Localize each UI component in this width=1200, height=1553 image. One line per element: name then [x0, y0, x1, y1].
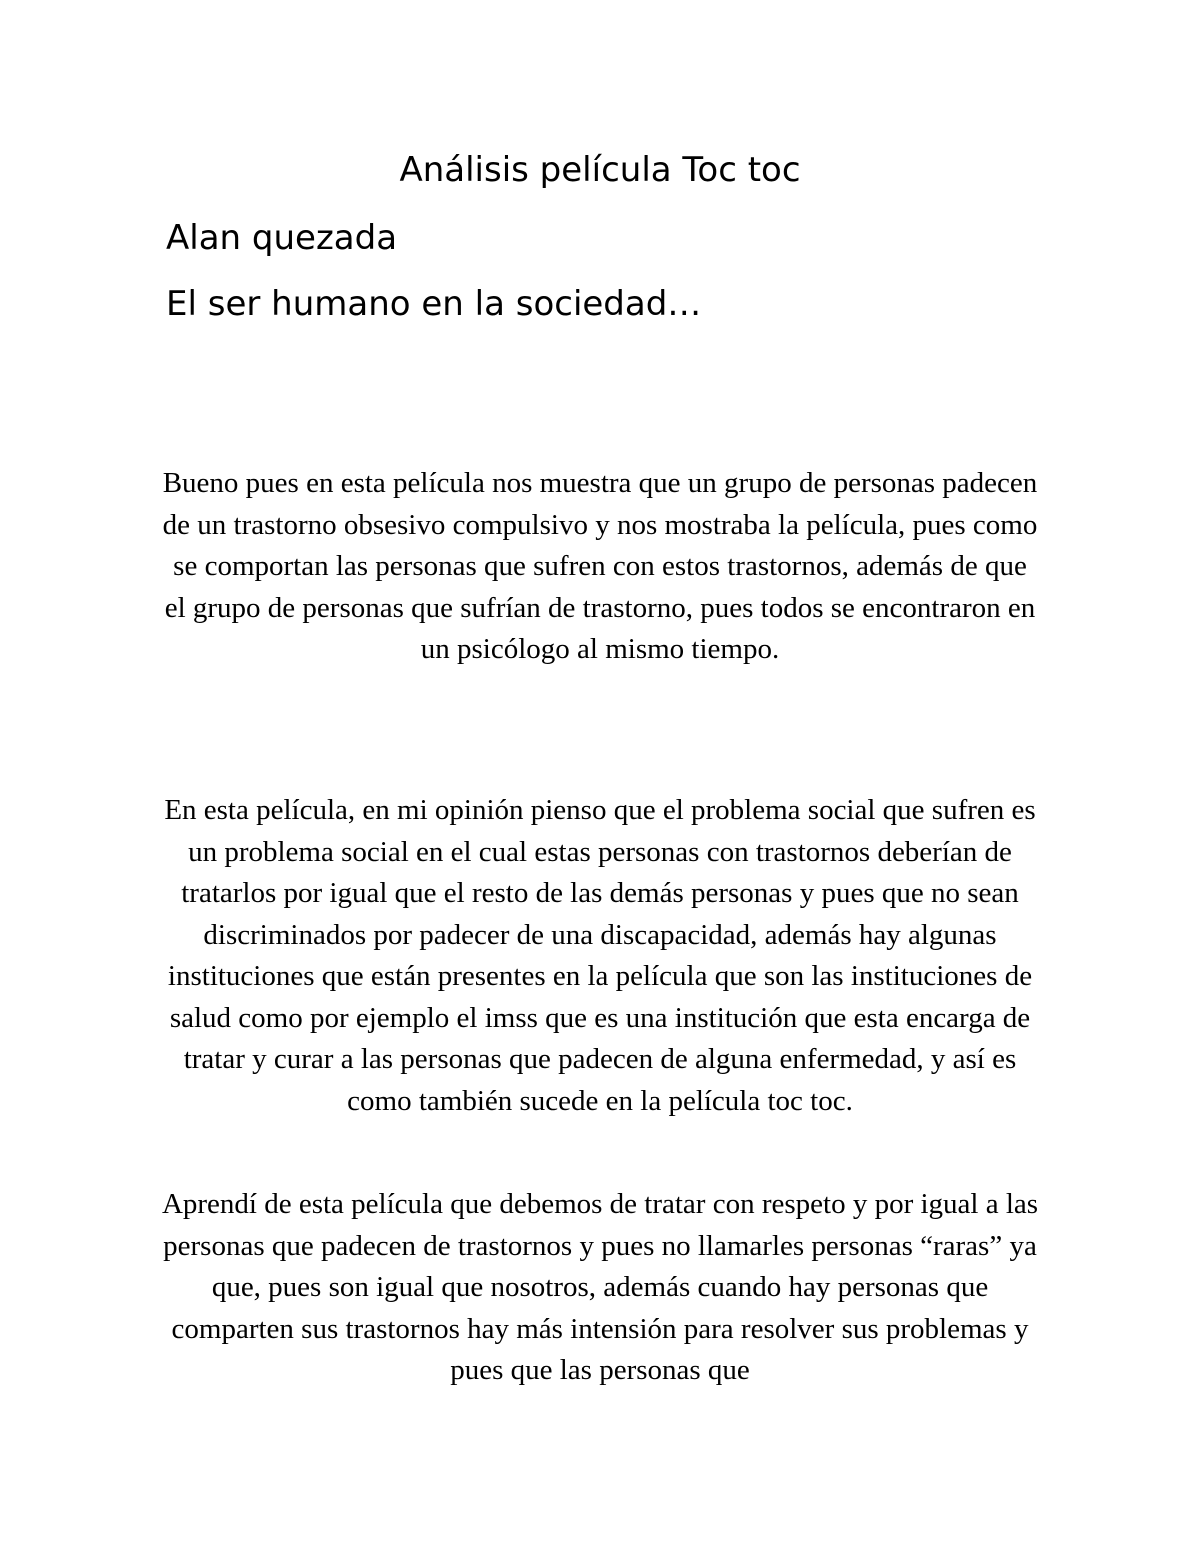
paragraph-2: En esta película, en mi opinión pienso que el problema social que sufren es un problema social en el cual estas personas con trastornos deberían de tratarlos por igual que el resto de las demás personas y pues que no sean discriminados por padecer de una discapacidad, además hay algunas instituciones que están presentes en la película que son las instituciones de salud como por ejemplo el imss que es una institución que esta encarga de tratar y curar a las personas que padecen de alguna enfermedad, y así es como también sucede en la película toc toc. [164, 794, 1036, 1117]
document-title: Análisis película Toc toc [399, 150, 801, 190]
paragraph-3: Aprendí de esta película que debemos de tratar con respeto y por igual a las personas que padecen de trastornos y pues no llamarles personas “raras” ya que, pues son igual que nosotros, además cuando hay personas que comparten sus trastornos hay más intensión para resolver sus problemas y pues que las personas que [161, 1188, 1039, 1386]
paragraph-1: Bueno pues en esta película nos muestra que un grupo de personas padecen de un trastorno obsesivo compulsivo y nos mostraba la película, pues como se comportan las personas que sufren con estos trastornos, además de que el grupo de personas que sufrían de trastorno, pues todos se encontraron en un psicólogo al mismo tiempo. [162, 467, 1038, 665]
subject-line: El ser humano en la sociedad… [166, 284, 702, 324]
author-name: Alan quezada [166, 218, 398, 258]
